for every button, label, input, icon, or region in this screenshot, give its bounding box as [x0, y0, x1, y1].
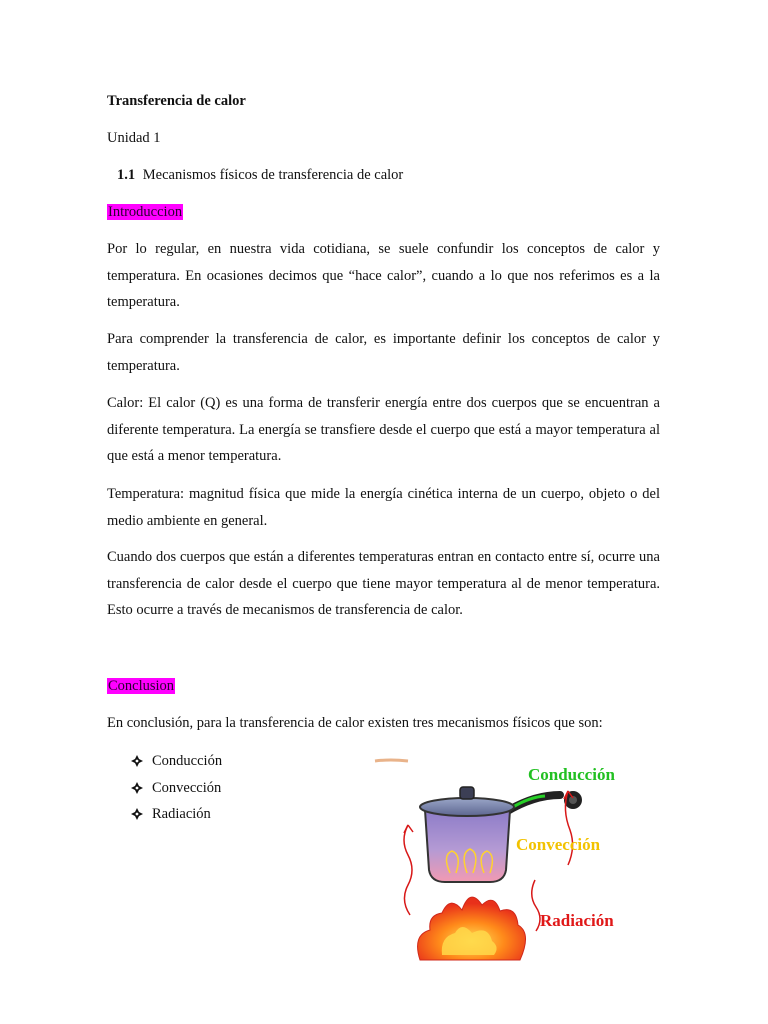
intro-heading-highlight: Introduccion: [108, 204, 183, 220]
unit-label: Unidad 1: [107, 130, 161, 146]
list-item: [131, 801, 222, 828]
mechanism-list: [131, 748, 222, 828]
section-title: Mecanismos físicos de transferencia de calor: [142, 167, 404, 183]
label-radiacion: Radiación: [540, 911, 614, 930]
paragraph-contacto: Cuando dos cuerpos que están a diferentes temperaturas entran en contacto entre sí, ocurre una transferencia de calor desde el cuerpo que tiene mayor temperatura al de menor temperatura. Esto ocurre a través de mecanismos de transferencia de calor.: [107, 549, 660, 618]
conclusion-heading: [107, 678, 175, 695]
brush-stroke-icon: [375, 760, 408, 761]
diamond-bullet-icon: [131, 755, 143, 767]
conclusion-paragraph: En conclusión, para la transferencia de calor existen tres mecanismos físicos que son:: [107, 715, 603, 731]
paragraph-2: Para comprender la transferencia de calor, es importante definir los conceptos de calor y temperatura.: [107, 331, 660, 374]
paragraph-calor: Calor: El calor (Q) es una forma de transferir energía entre dos cuerpos que se encuentran a diferente temperatura. La energía se transfiere desde el cuerpo que está a mayor temperatura al que está a menor temperatura.: [107, 395, 660, 464]
heat-transfer-illustration: [370, 755, 640, 970]
lid-knob-icon: [460, 787, 474, 799]
list-item-label: Conducción: [152, 753, 223, 769]
label-conveccion: Convección: [516, 835, 601, 854]
pot-body-icon: [425, 810, 510, 882]
intro-heading: [107, 204, 183, 221]
list-item-label: Radiación: [152, 806, 211, 822]
conclusion-heading-highlight: Conclusion: [108, 678, 175, 694]
diamond-bullet-icon: [131, 808, 143, 820]
list-item-label: Convección: [152, 779, 222, 796]
paragraph-temperatura: Temperatura: magnitud física que mide la energía cinética interna de un cuerpo, objeto o del medio ambiente en general.: [107, 486, 660, 529]
list-item: [131, 775, 222, 802]
paragraph-1: Por lo regular, en nuestra vida cotidiana, se suele confundir los conceptos de calor y temperatura. En ocasiones decimos que “hace calor”, cuando a lo que nos referimos es a la temperatura.: [107, 241, 660, 310]
section-number: 1.1: [117, 167, 136, 183]
pot-lid-icon: [420, 798, 514, 816]
diamond-bullet-icon: [131, 782, 143, 794]
section-heading: [117, 167, 403, 184]
list-item: [131, 748, 222, 775]
document-title: Transferencia de calor: [107, 93, 246, 109]
label-conduccion: Conducción: [528, 765, 615, 784]
